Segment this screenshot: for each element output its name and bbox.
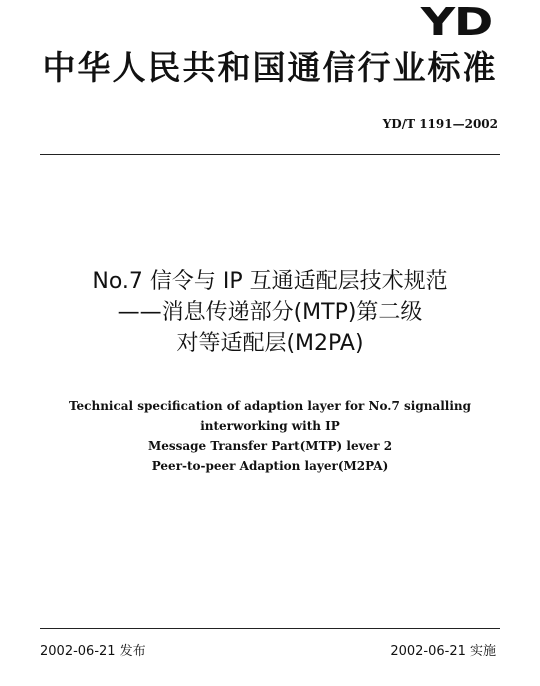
english-title: [0, 396, 540, 476]
chinese-title-line-3: 对等适配层(M2PA): [176, 331, 364, 356]
yd-logo: YD: [420, 0, 492, 44]
english-title-line-3: Message Transfer Part(MTP) lever 2: [147, 439, 393, 453]
standard-code: YD/T 1191—2002: [382, 117, 498, 131]
chinese-title-line-1: No.7 信令与 IP 互通适配层技术规范: [92, 269, 448, 294]
publish-date: 2002-06-21 发布: [40, 644, 146, 659]
english-title-line-4: Peer-to-peer Adaption layer(M2PA): [151, 459, 389, 473]
organization-title: 中华人民共和国通信行业标准: [42, 48, 498, 87]
top-divider: [40, 154, 500, 155]
chinese-title-line-2: ——消息传递部分(MTP)第二级: [117, 300, 423, 325]
english-title-line-2: interworking with IP: [200, 419, 340, 433]
english-title-line-1: Technical specification of adaption layer for No.7 signalling: [68, 399, 472, 413]
implement-date: 2002-06-21 实施: [390, 644, 496, 659]
chinese-title: [0, 266, 540, 359]
bottom-divider: [40, 628, 500, 629]
